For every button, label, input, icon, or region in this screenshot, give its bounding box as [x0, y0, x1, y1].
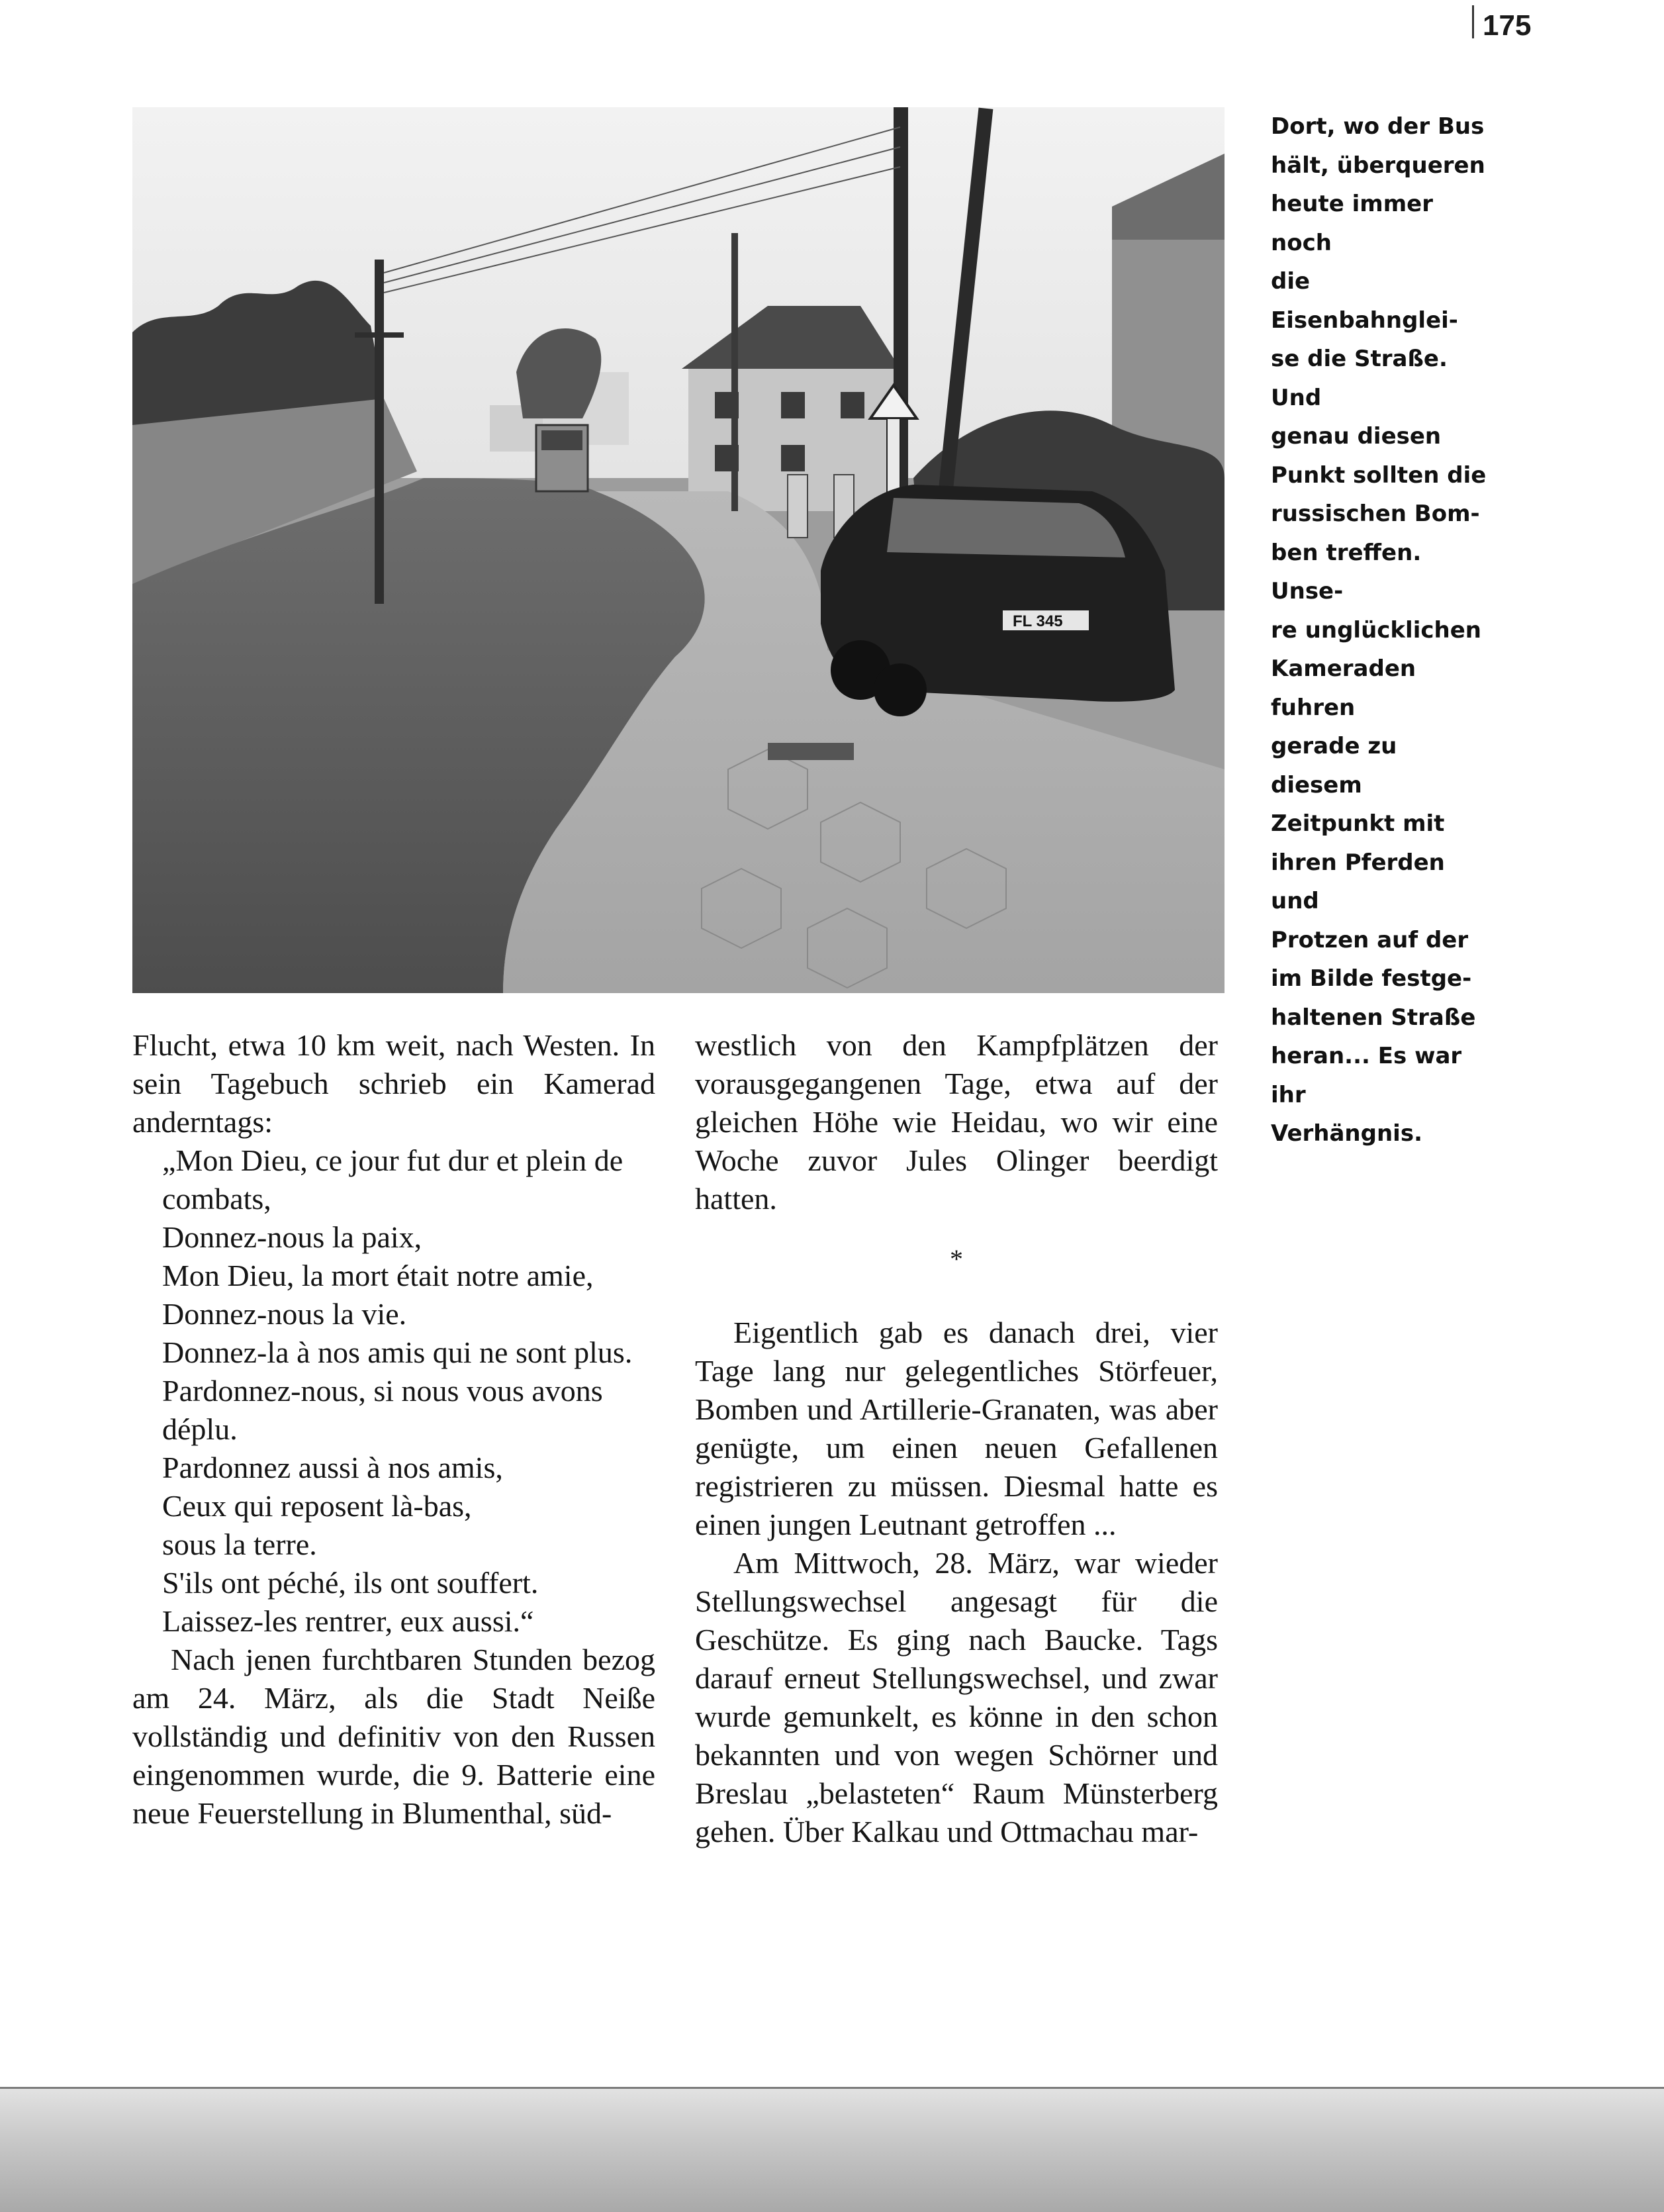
poem-line: Laissez-les rentrer, eux aussi.“	[162, 1604, 534, 1638]
section-separator: *	[950, 1244, 963, 1274]
license-plate-text: FL 345	[1013, 612, 1063, 630]
intro-paragraph: Flucht, etwa 10 km weit, nach Westen. In sein Tagebuch schrieb ein Kamerad anderntags:	[132, 1028, 655, 1139]
text-column-left	[132, 1026, 655, 1833]
fence-post	[788, 475, 808, 538]
body-paragraph: Eigentlich gab es danach drei, vier Tage lang nur gelegentliches Störfeuer, Bomben und Artillerie-Granaten, was aber genügte, um einen neuen Gefallenen registrieren zu müssen. Diesmal hatte es einen jungen Leutnant getroffen ...	[695, 1316, 1218, 1541]
poem-line: sous la terre.	[162, 1527, 317, 1561]
poem-line: Pardonnez-nous, si nous vous avons	[162, 1374, 603, 1408]
body-paragraph: Am Mittwoch, 28. März, war wieder Stellungswechsel angesagt für die Geschütze. Es ging nach Baucke. Tags darauf erneut Stellungswechsel, und zwar wurde gemunkelt, es könne in den schon bekannten und von wegen Schörner und Breslau „belasteten“ Raum Münsterberg gehen. Über Kalkau und Ottmachau mar-	[695, 1546, 1218, 1849]
poem-line: S'ils ont péché, ils ont souffert.	[162, 1566, 539, 1600]
pole-crossbar	[355, 332, 404, 338]
bus-window	[541, 430, 582, 450]
poem	[132, 1141, 655, 1641]
car-wheel	[874, 663, 927, 716]
pole-left	[375, 260, 384, 604]
poem-line: Donnez-la à nos amis qui ne sont plus.	[162, 1335, 633, 1369]
house-window	[781, 445, 805, 471]
spacer	[695, 1294, 1218, 1314]
page-number-rule	[1472, 5, 1474, 38]
scan-bottom-band	[0, 2089, 1664, 2212]
page-number: 175	[1483, 9, 1532, 42]
manhole-cover	[768, 743, 854, 760]
house-window	[841, 392, 864, 418]
poem-line: Mon Dieu, la mort était notre amie,	[162, 1259, 594, 1292]
poem-line: Ceux qui reposent là-bas,	[162, 1489, 472, 1523]
poem-line: „Mon Dieu, ce jour fut dur et plein de	[162, 1143, 624, 1177]
photo-caption: Dort, wo der Bus hält, überqueren heute immer noch die Eisenbahnglei- se die Straße. Und genau diesen Punkt sollten die russischen Bom- ben treffen. Unse- re unglücklichen Kameraden fuhren gerade zu diesem Zeitpunkt mit ihren Pferden und Protzen auf der im Bilde festge- haltenen Straße heran... Es war ihr Verhängnis.	[1271, 113, 1487, 1147]
poem-line: Pardonnez aussi à nos amis,	[162, 1451, 503, 1484]
lamp-pole	[731, 233, 738, 511]
house-window	[781, 392, 805, 418]
poem-line: déplu.	[162, 1412, 238, 1446]
body-paragraph: Nach jenen furchtbaren Stunden bezog am 24. März, als die Stadt Neiße vollständig und definitiv von den Russen eingenommen wurde, die 9. Batterie eine neue Feuerstellung in Blumenthal, süd-	[132, 1643, 655, 1830]
poem-line: combats,	[162, 1182, 271, 1216]
street-photograph	[132, 107, 1225, 993]
text-column-right	[695, 1026, 1218, 1851]
continuation-paragraph: westlich von den Kampfplätzen der vorausgegangenen Tage, etwa auf der gleichen Höhe wie Heidau, wo wir eine Woche zuvor Jules Olinger beerdigt hatten.	[695, 1028, 1218, 1216]
poem-line: Donnez-nous la vie.	[162, 1297, 407, 1331]
poem-line: Donnez-nous la paix,	[162, 1220, 422, 1254]
